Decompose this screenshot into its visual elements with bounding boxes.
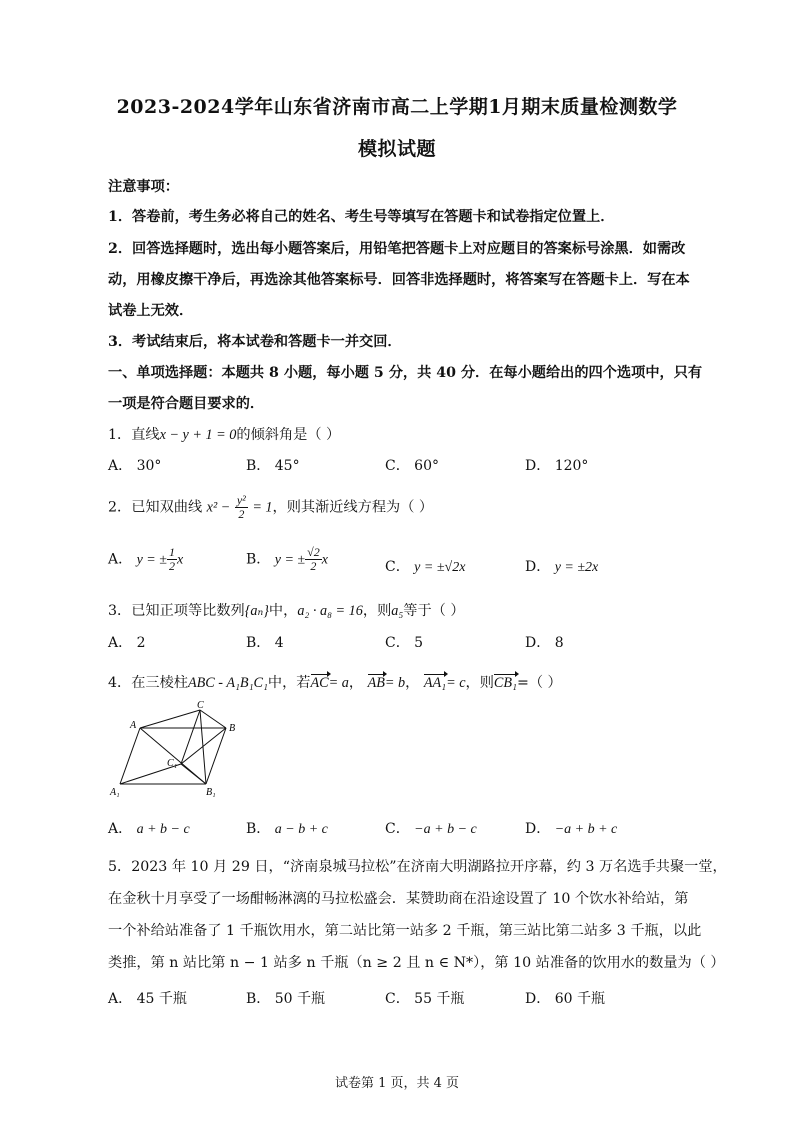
q5-option-a[interactable]: A． 45 千瓶 <box>108 991 187 1007</box>
q3-option-b[interactable]: B． 4 <box>246 635 284 651</box>
q1-option-a[interactable]: A． 30° <box>108 458 162 474</box>
q3-sequence: {aₙ} <box>244 603 269 619</box>
page-footer: 试卷第 1 页，共 4 页 <box>334 1076 460 1091</box>
q2-option-d[interactable]: D． y = ±2x <box>525 559 599 575</box>
note-2-cont: 动，用橡皮擦干净后，再选涂其他答案标号．回答非选择题时，将答案写在答题卡上．写在本 <box>108 272 690 288</box>
fig-label-a1: A₁ <box>110 787 120 798</box>
note-2: 2．回答选择题时，选出每小题答案后，用铅笔把答题卡上对应题目的答案标号涂黑．如需改 <box>108 241 686 257</box>
q4-prism: ABC - A₁B₁C₁ <box>187 675 268 691</box>
q2-prefix: 2．已知双曲线 <box>108 499 203 516</box>
note-3: 3．考试结束后，将本试卷和答题卡一并交回． <box>108 334 402 350</box>
q2-option-a[interactable]: A． y = ± $\frac{1}{2}$ x <box>108 545 184 573</box>
question-4: 4．在三棱柱ABC - A₁B₁C₁中，若AC= a， AB= b， AA₁= c，则CB₁=（ ） <box>108 675 562 691</box>
q3-option-d[interactable]: D． 8 <box>525 635 564 651</box>
q4-option-c[interactable]: C． −a + b − c <box>385 821 477 837</box>
q4-option-a[interactable]: A． a + b − c <box>108 821 190 837</box>
q1-option-c[interactable]: C． 60° <box>385 458 439 474</box>
prism-figure <box>108 700 258 800</box>
q3-option-c[interactable]: C． 5 <box>385 635 424 651</box>
exam-title-line2: 模拟试题 <box>357 138 436 160</box>
q4-vector-ac: AC <box>310 675 329 691</box>
q1-prefix: 1．直线 <box>108 427 160 443</box>
question-5-line4: 类推，第 n 站比第 n − 1 站多 n 千瓶（n ≥ 2 且 n ∈ N*），第 10 站准备的饮用水的数量为（ ） <box>108 955 725 971</box>
q1-option-d[interactable]: D． 120° <box>525 458 589 474</box>
q2-option-b[interactable]: B． y = ± $\frac{√2}{2}$ x <box>246 545 328 573</box>
q2-expr-lead: x² − <box>206 499 231 516</box>
question-3: 3．已知正项等比数列{aₙ}中，a₂ · a₈ = 16，则a₅等于（ ） <box>108 603 465 619</box>
q4-option-d[interactable]: D． −a + b + c <box>525 821 618 837</box>
q2-fraction: $\frac{\text{y²}}{2}$ <box>236 493 246 521</box>
section1-heading-cont: 一项是符合题目要求的． <box>108 396 265 412</box>
question-2 <box>108 494 433 521</box>
note-2-end: 试卷上无效． <box>108 303 194 319</box>
q3-condition: a₂ · a₈ = 16 <box>297 603 363 619</box>
q4-option-b[interactable]: B． a − b + c <box>246 821 328 837</box>
note-1: 1．答卷前，考生务必将自己的姓名、考生号等填写在答题卡和试卷指定位置上． <box>108 209 615 225</box>
question-5-line3: 一个补给站准备了 1 千瓶饮用水，第二站比第一站多 2 千瓶，第三站比第二站多 3 千瓶，以此 <box>108 923 702 939</box>
section1-heading: 一、单项选择题：本题共 8 小题，每小题 5 分，共 40 分．在每小题给出的四个选项中，只有 <box>108 365 703 381</box>
fig-label-b1: B₁ <box>206 787 216 798</box>
question-5-line2: 在金秋十月享受了一场酣畅淋漓的马拉松盛会．某赞助商在沿途设置了 10 个饮水补给站，第 <box>108 891 689 907</box>
question-1 <box>108 424 340 444</box>
q4-vector-ab: AB <box>367 675 385 691</box>
fig-label-b: B <box>229 723 236 734</box>
notes-heading: 注意事项： <box>108 179 179 195</box>
exam-title-line1: 2023-2024学年山东省济南市高二上学期1月期末质量检测数学 <box>116 96 678 118</box>
q2-expr-tail: = 1 <box>252 499 273 516</box>
q1-expr: x − y + 1 = 0 <box>159 427 237 443</box>
q3-option-a[interactable]: A． 2 <box>108 635 146 651</box>
fig-label-a: A <box>130 720 137 731</box>
q1-option-b[interactable]: B． 45° <box>246 458 300 474</box>
q5-option-d[interactable]: D． 60 千瓶 <box>525 991 605 1007</box>
q5-option-b[interactable]: B． 50 千瓶 <box>246 991 326 1007</box>
q2-suffix: ，则其渐近线方程为（ ） <box>272 499 434 516</box>
fig-label-c1: C₁ <box>167 758 178 769</box>
q2-option-c[interactable]: C． y = ±√2x <box>385 559 466 575</box>
q4-vector-aa1: AA₁ <box>423 675 447 691</box>
question-5-line1: 5．2023 年 10 月 29 日，“济南泉城马拉松”在济南大明湖路拉开序幕，约 3 万名选手共聚一堂， <box>108 859 727 875</box>
fig-label-c: C <box>197 700 204 711</box>
q4-vector-cb1: CB₁ <box>493 675 517 691</box>
q1-suffix: 的倾斜角是（ ） <box>236 427 341 443</box>
q5-option-c[interactable]: C． 55 千瓶 <box>385 991 465 1007</box>
